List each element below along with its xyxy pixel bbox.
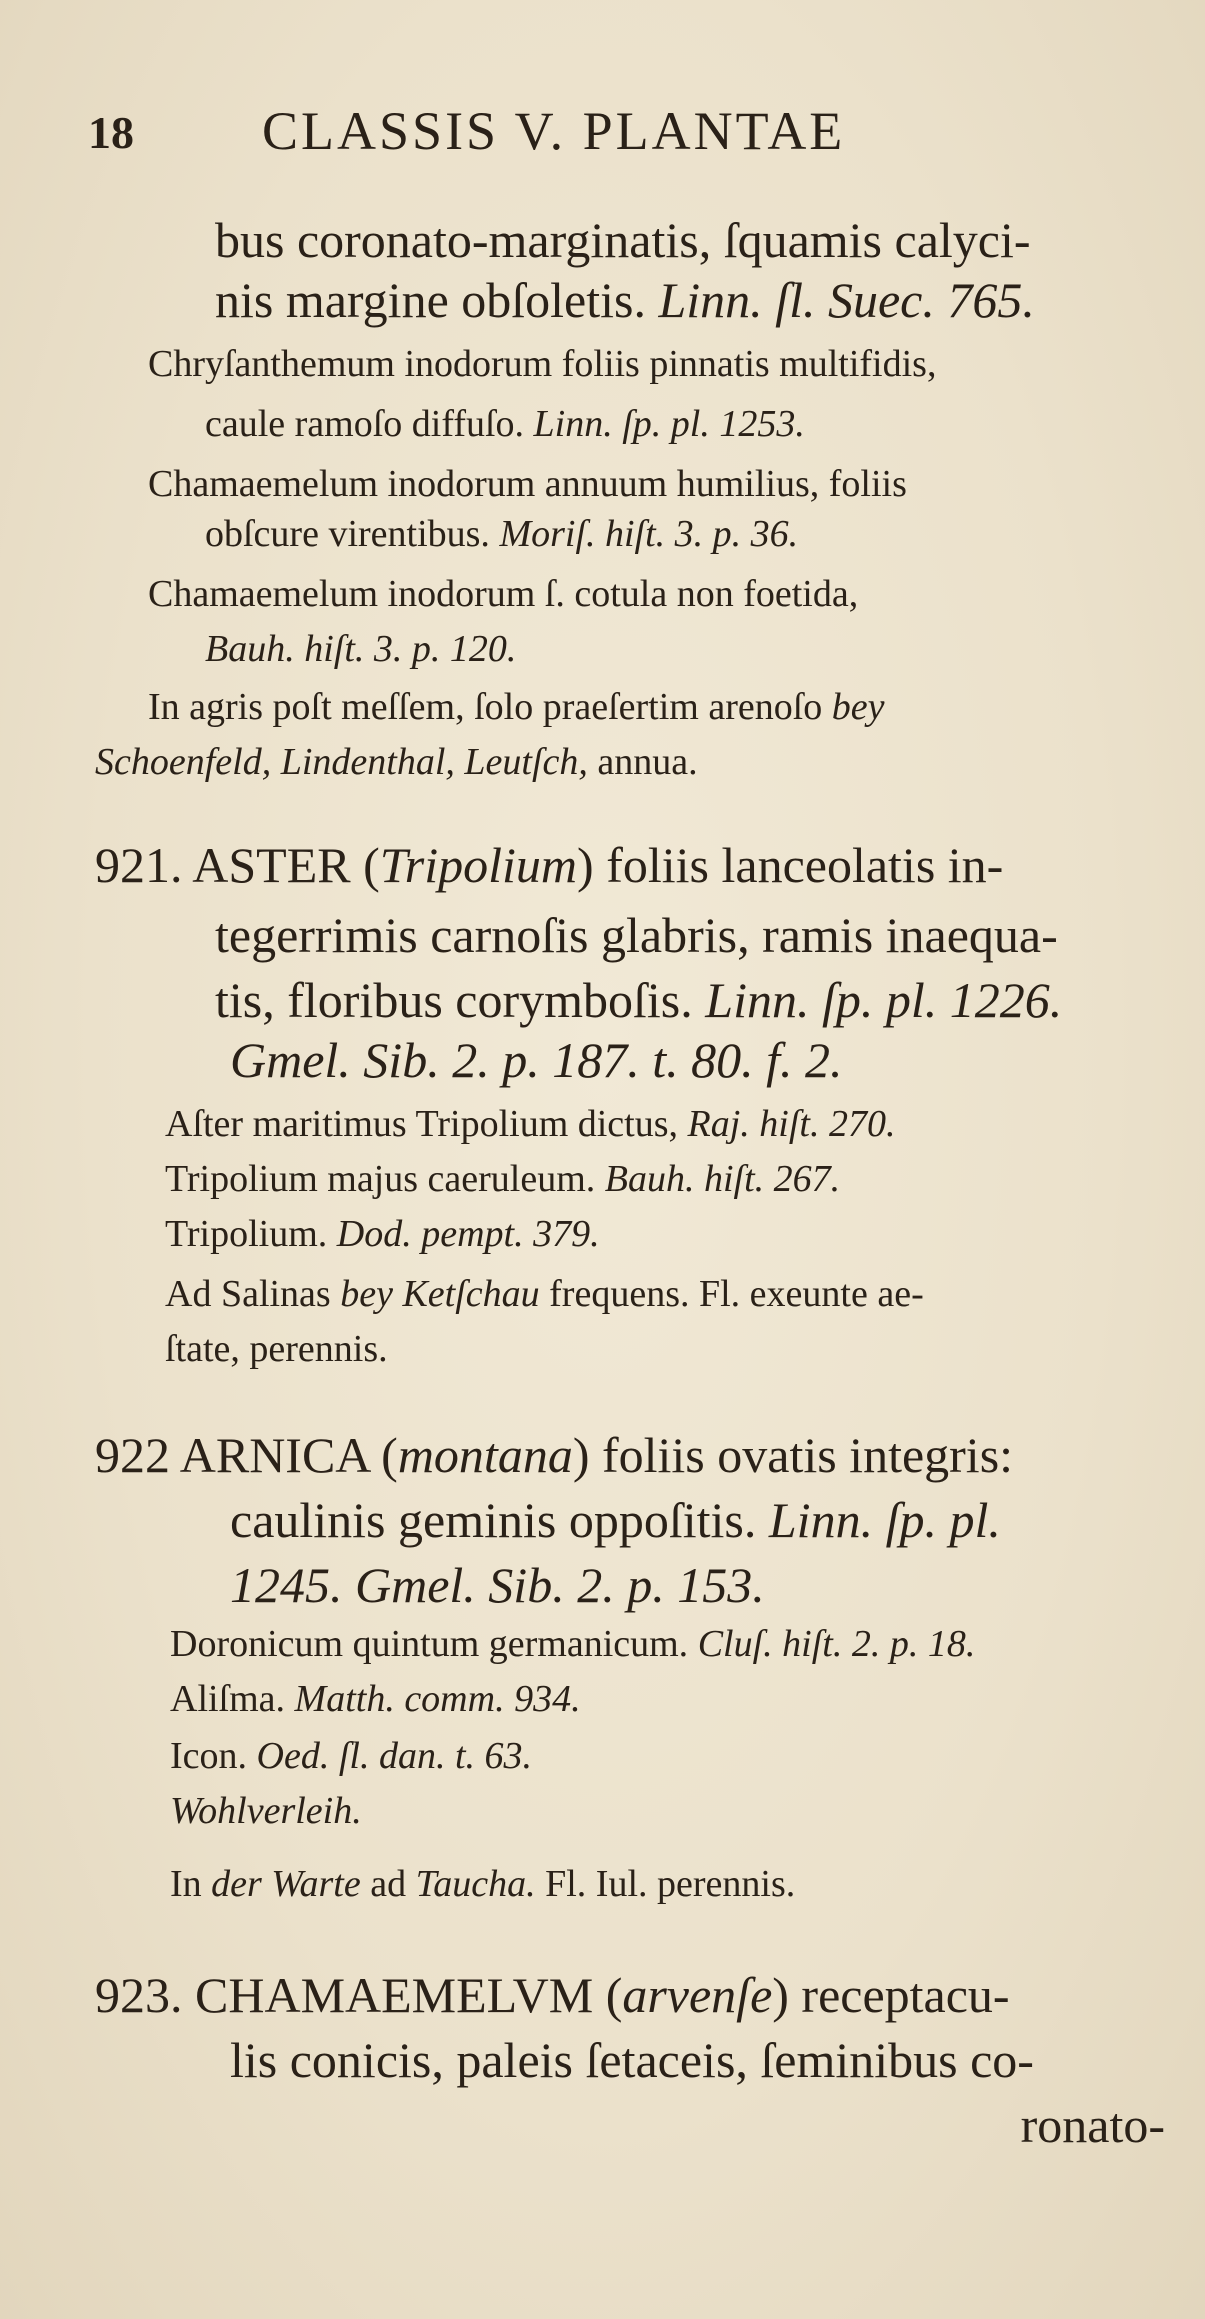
text-line: [148, 345, 936, 383]
text-line: [95, 837, 1004, 893]
text-run: annua.: [587, 741, 698, 783]
text-line: [215, 907, 1058, 963]
text-run: lis conicis, paleis ſetaceis, ſeminibus co-: [230, 2032, 1034, 2088]
italic-run: Linn. ſp. pl. 1226.: [705, 972, 1063, 1028]
text-run: tis, floribus corymboſis.: [215, 972, 706, 1028]
text-line: [230, 1492, 1001, 1548]
text-run: In: [170, 1863, 212, 1905]
text-run: Ad Salinas: [165, 1273, 341, 1315]
text-line: [215, 272, 1035, 328]
text-line: [148, 465, 907, 503]
text-run: Fl. Iul. perennis.: [535, 1863, 796, 1905]
italic-run: Linn. ſl. Suec. 765.: [658, 272, 1035, 328]
italic-run: arvenſe: [622, 1967, 773, 2023]
text-run: Tripolium.: [165, 1213, 337, 1255]
italic-run: Wohlverleih.: [170, 1790, 362, 1832]
italic-run: Tripolium: [379, 837, 578, 893]
text-line: [230, 1557, 765, 1613]
italic-run: Raj. hiſt. 270.: [687, 1103, 896, 1145]
text-line: [170, 1865, 795, 1903]
text-run: ) receptacu-: [772, 1967, 1010, 2023]
italic-run: 1245. Gmel. Sib. 2. p. 153.: [230, 1557, 765, 1613]
text-line: [165, 1215, 600, 1253]
italic-run: bey Ketſchau: [340, 1273, 540, 1315]
text-run: 923. CHAMAEMELVM (: [95, 1967, 623, 2023]
text-run: tegerrimis carnoſis glabris, ramis inaequa-: [215, 907, 1058, 963]
text-run: caule ramoſo diffuſo.: [205, 403, 534, 445]
page-number: 18: [88, 107, 134, 158]
italic-run: Cluſ. hiſt. 2. p. 18.: [697, 1623, 976, 1665]
text-run: frequens. Fl. exeunte ae-: [539, 1273, 924, 1315]
italic-run: Gmel. Sib. 2. p. 187. t. 80. f. 2.: [230, 1032, 843, 1088]
text-run: ad: [360, 1863, 416, 1905]
text-line: [170, 1680, 581, 1718]
text-line: [170, 1737, 532, 1775]
italic-run: der Warte: [211, 1863, 361, 1905]
text-run: In agris poſt meſſem, ſolo praeſertim arenoſo: [148, 686, 832, 728]
text-line: [95, 743, 698, 781]
text-line: [165, 1330, 388, 1368]
italic-run: Dod. pempt. 379.: [336, 1213, 600, 1255]
text-line: [170, 1792, 362, 1830]
italic-run: Bauh. hiſt. 267.: [604, 1158, 841, 1200]
text-run: Tripolium majus caeruleum.: [165, 1158, 605, 1200]
text-run: Aſter maritimus Tripolium dictus,: [165, 1103, 688, 1145]
text-line: [215, 212, 1031, 268]
italic-run: Linn. ſp. pl.: [768, 1492, 1001, 1548]
text-line: [205, 405, 805, 443]
text-line: [1020, 2097, 1165, 2153]
text-run: bus coronato-marginatis, ſquamis calyci-: [215, 212, 1031, 268]
text-run: Aliſma.: [170, 1678, 295, 1720]
italic-run: Taucha.: [415, 1863, 536, 1905]
text-run: Chamaemelum inodorum annuum humilius, foliis: [148, 463, 907, 505]
text-line: [148, 688, 885, 726]
italic-run: montana: [397, 1427, 573, 1483]
text-run: ) foliis ovatis integris:: [572, 1427, 1014, 1483]
text-line: [95, 1967, 1010, 2023]
text-run: Icon.: [170, 1735, 257, 1777]
text-line: [170, 1625, 975, 1663]
text-run: obſcure virentibus.: [205, 513, 500, 555]
italic-run: Matth. comm. 934.: [294, 1678, 581, 1720]
text-line: [205, 630, 516, 668]
italic-run: Moriſ. hiſt. 3. p. 36.: [499, 513, 799, 555]
text-line: [165, 1105, 895, 1143]
text-run: Chryſanthemum inodorum foliis pinnatis multifidis,: [148, 343, 937, 385]
text-run: 921. ASTER (: [95, 837, 380, 893]
text-run: nis margine obſoletis.: [215, 272, 659, 328]
italic-run: Bauh. hiſt. 3. p. 120.: [205, 628, 517, 670]
italic-run: bey: [831, 686, 885, 728]
text-line: [148, 575, 858, 613]
text-run: ) foliis lanceolatis in-: [577, 837, 1004, 893]
text-run: ſtate, perennis.: [165, 1328, 388, 1370]
text-run: Chamaemelum inodorum ſ. cotula non foetida,: [148, 573, 859, 615]
text-line: [95, 1427, 1014, 1483]
text-run: Doronicum quintum germanicum.: [170, 1623, 698, 1665]
text-line: [230, 1032, 843, 1088]
running-header: CLASSIS V. PLANTAE: [262, 101, 846, 161]
text-line: [165, 1160, 840, 1198]
italic-run: Oed. ſl. dan. t. 63.: [256, 1735, 533, 1777]
text-run: 922 ARNICA (: [95, 1427, 398, 1483]
text-line: [230, 2032, 1034, 2088]
text-line: [215, 972, 1063, 1028]
text-line: [205, 515, 798, 553]
italic-run: Schoenfeld, Lindenthal, Leutſch,: [95, 741, 588, 783]
italic-run: Linn. ſp. pl. 1253.: [533, 403, 805, 445]
text-run: ronato-: [1020, 2097, 1165, 2153]
text-line: [165, 1275, 924, 1313]
text-run: caulinis geminis oppoſitis.: [230, 1492, 769, 1548]
